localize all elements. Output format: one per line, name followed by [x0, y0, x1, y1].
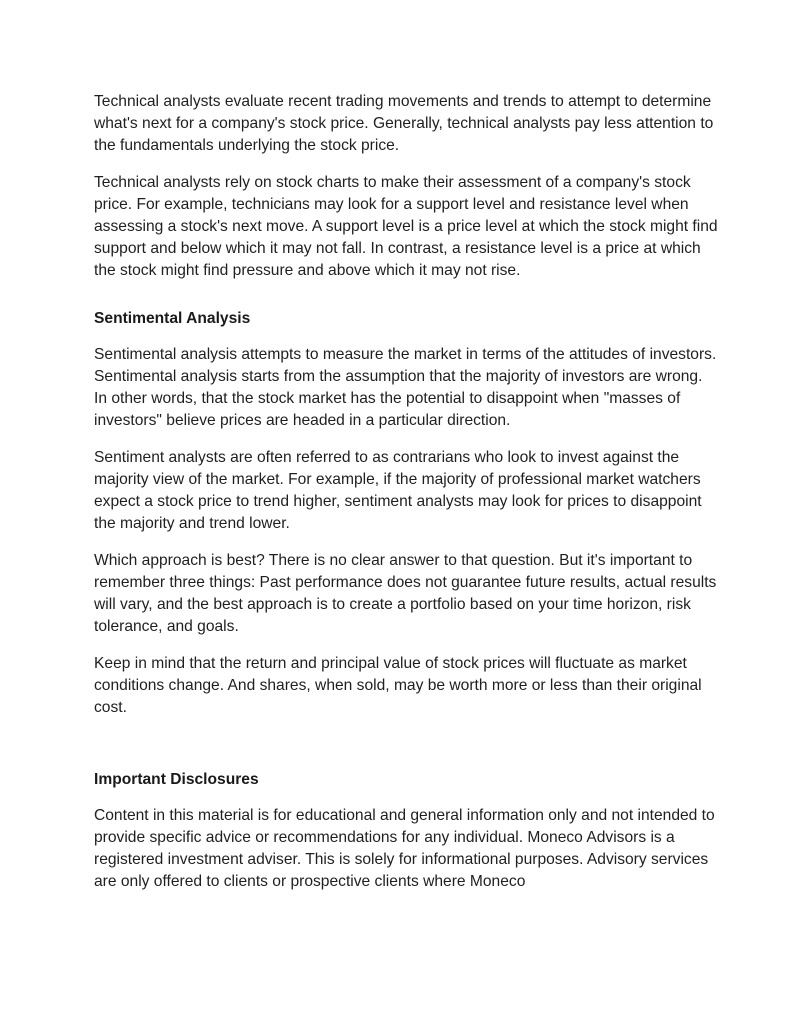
paragraph-technical-charts: Technical analysts rely on stock charts to make their assessment of a company's stock price. For example, technicians may look for a support level and resistance level when assessing a stock's next move. A support level is a price level at which the stock might find support and below which it may not fall. In contrast, a resistance level is a price at which the stock might find pressure and above which it may not rise.: [94, 174, 718, 279]
paragraph-fluctuation: Keep in mind that the return and principal value of stock prices will fluctuate as market conditions change. And shares, when sold, may be worth more or less than their original cost.: [94, 655, 702, 716]
heading-important-disclosures: Important Disclosures: [94, 771, 259, 788]
paragraph-best-approach: Which approach is best? There is no clear answer to that question. But it's important to remember three things: Past performance does not guarantee future results, actual results will vary, and the best approach is to create a portfolio based on your time horizon, risk tolerance, and goals.: [94, 552, 717, 635]
paragraph-technical-intro: Technical analysts evaluate recent trading movements and trends to attempt to determine what's next for a company's stock price. Generally, technical analysts pay less attention to the fundamentals underlying the stock price.: [94, 93, 714, 154]
paragraph-contrarians: Sentiment analysts are often referred to as contrarians who look to invest against the majority view of the market. For example, if the majority of professional market watchers expect a stock price to trend higher, sentiment analysts may look for prices to disappoint the majority and trend lower.: [94, 449, 702, 532]
heading-sentimental-analysis: Sentimental Analysis: [94, 310, 251, 327]
paragraph-sentimental-intro: Sentimental analysis attempts to measure the market in terms of the attitudes of investors. Sentimental analysis starts from the assumption that the majority of investors are wrong. In other words, that the stock market has the potential to disappoint when "masses of investors" believe prices are headed in a particular direction.: [94, 346, 717, 429]
paragraph-disclosures: Content in this material is for educational and general information only and not intended to provide specific advice or recommendations for any individual. Moneco Advisors is a registered investment adviser. This is solely for informational purposes. Advisory services are only offered to clients or prospective clients where Moneco: [94, 807, 715, 890]
document-page: [94, 91, 718, 893]
